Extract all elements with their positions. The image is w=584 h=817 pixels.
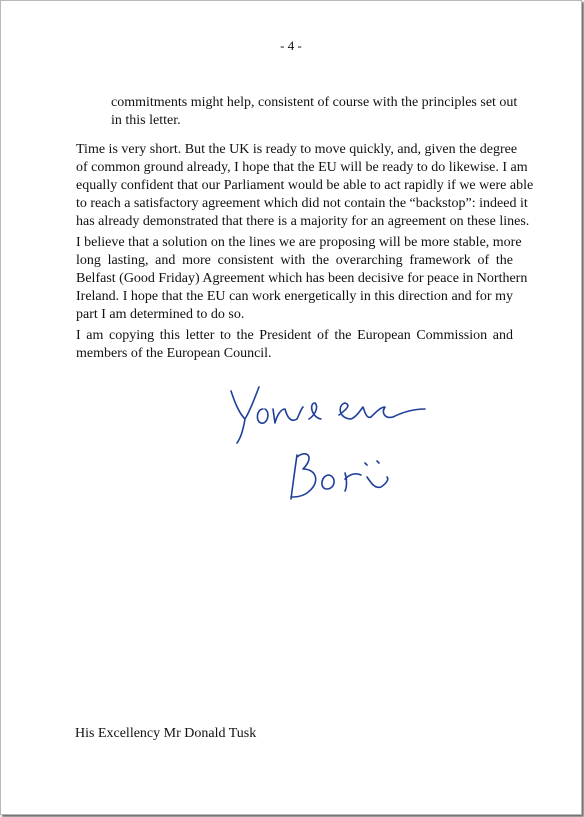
signature-closing-stroke xyxy=(339,403,425,419)
addressee-line: His Excellency Mr Donald Tusk xyxy=(75,726,257,741)
paragraph-line: I believe that a solution on the lines we are proposing will be more stable, more xyxy=(76,235,522,250)
signature-closing-stroke xyxy=(273,407,303,423)
paragraph-line: part I am determined to do so. xyxy=(76,307,245,322)
signature-closing-stroke xyxy=(257,409,268,423)
paragraph-line: equally confident that our Parliament would be able to act rapidly if we were able xyxy=(76,178,534,193)
letter-paragraph-copying xyxy=(76,327,513,363)
paragraph-line: Ireland. I hope that the EU can work energetically in this direction and for my xyxy=(76,289,513,304)
paragraph-line: Time is very short. But the UK is ready to move quickly, and, given the degree xyxy=(76,142,518,157)
paragraph-line: members of the European Council. xyxy=(76,346,272,361)
paragraph-line: long lasting, and more consistent with the overarching framework of the xyxy=(76,253,513,268)
paragraph-line: Belfast (Good Friday) Agreement which has been decisive for peace in Northern xyxy=(76,271,528,286)
paragraph-line: of common ground already, I hope that the EU will be ready to do likewise. I am xyxy=(76,160,528,175)
signature-name-stroke xyxy=(365,461,379,465)
signature-name-stroke xyxy=(291,454,316,499)
paragraph-line: I am copying this letter to the President of the European Commission and xyxy=(76,328,513,343)
signature-closing-stroke xyxy=(231,387,259,443)
signature-name-stroke xyxy=(322,475,334,489)
signature-closing-stroke xyxy=(309,403,321,419)
paragraph-line: has already demonstrated that there is a majority for an agreement on these lines. xyxy=(76,214,530,229)
letter-paragraph-time-short xyxy=(76,141,534,231)
page-number: - 4 - xyxy=(280,38,302,53)
paragraph-line: in this letter. xyxy=(111,113,181,128)
paragraph-line: to reach a satisfactory agreement which did not contain the “backstop”: indeed it xyxy=(76,196,528,211)
handwritten-signature xyxy=(211,379,451,519)
paragraph-line: commitments might help, consistent of course with the principles set out xyxy=(111,95,518,110)
letter-paragraph-continuation xyxy=(111,94,518,130)
letter-paragraph-solution xyxy=(76,234,528,324)
signature-name-stroke xyxy=(345,473,361,491)
signature-name-stroke xyxy=(367,477,388,487)
